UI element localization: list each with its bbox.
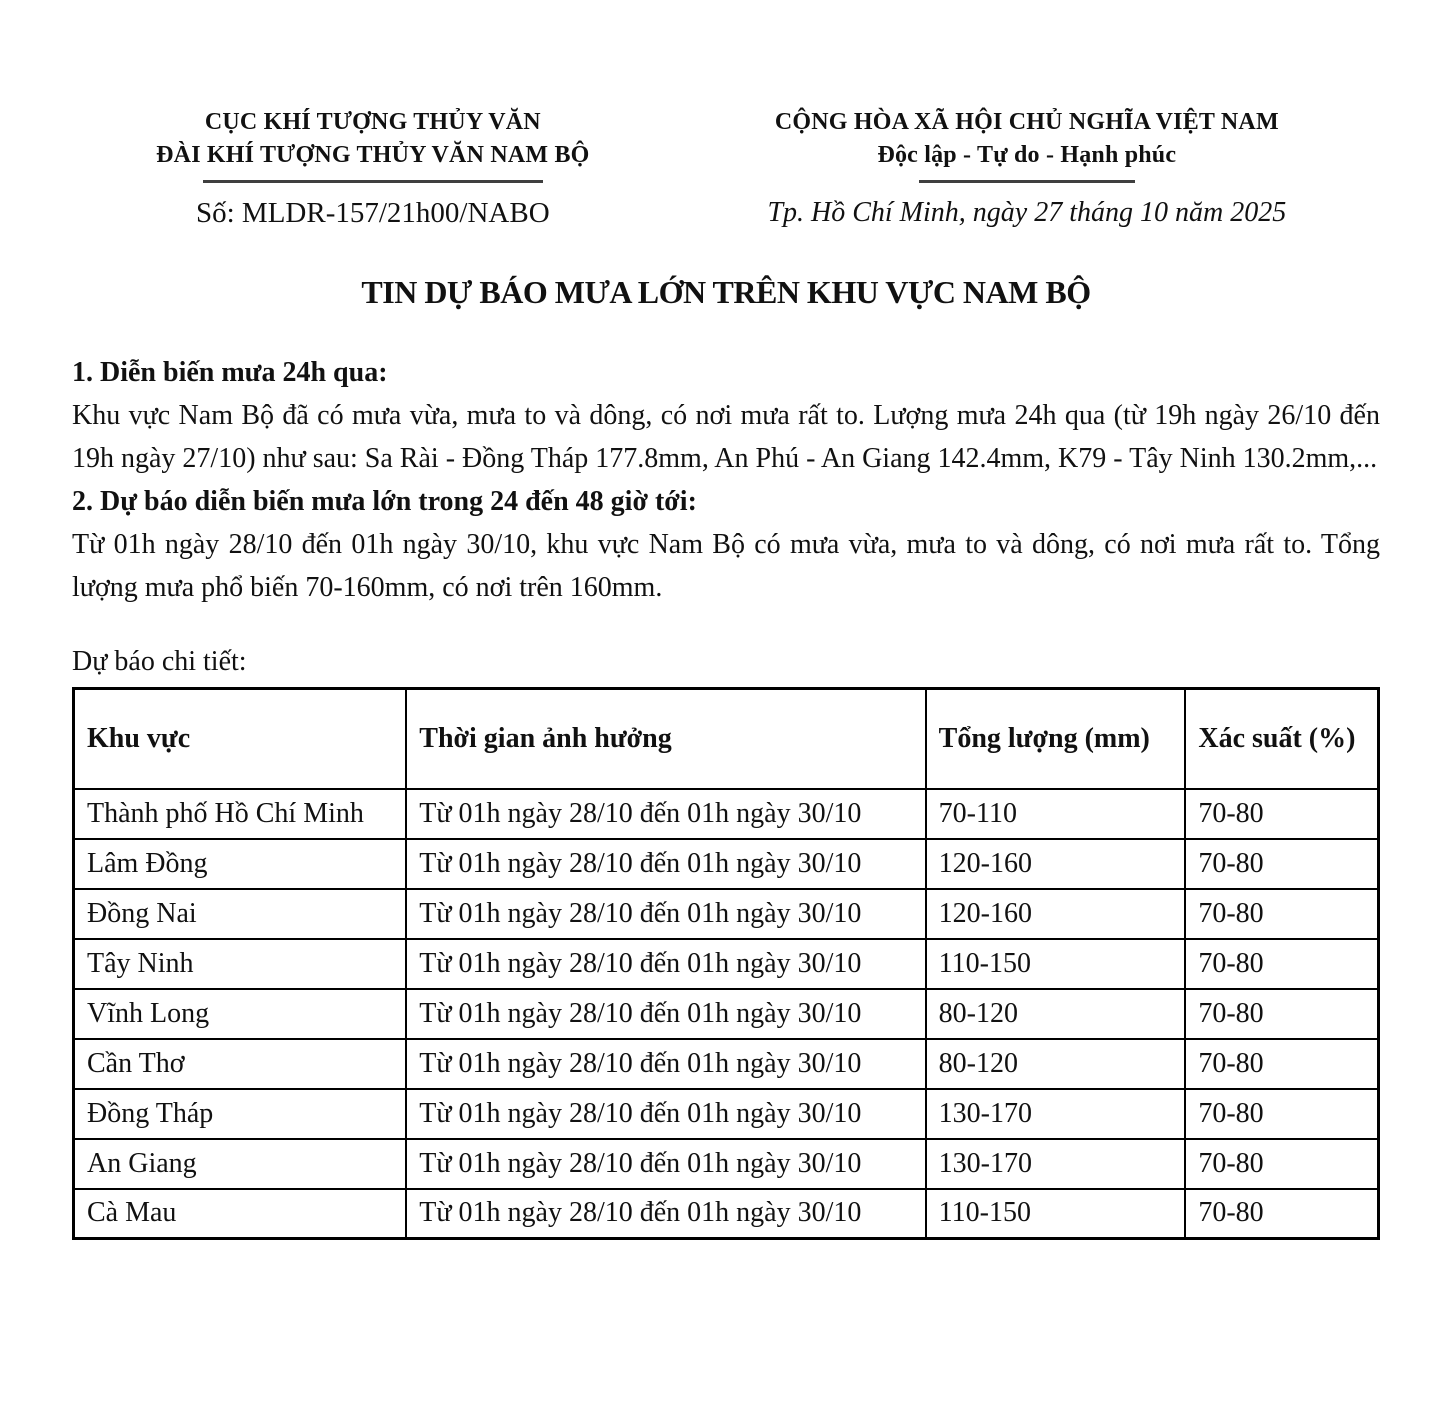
- section-1-paragraph: Khu vực Nam Bộ đã có mưa vừa, mưa to và dông, có nơi mưa rất to. Lượng mưa 24h qua (từ 19h ngày 26/10 đến 19h ngày 27/10) như sau: Sa Rài - Đồng Tháp 177.8mm, An Phú - An Giang 142.4mm, K79 - Tây Ninh 130.2mm,...: [72, 400, 1380, 474]
- time-range-cell: Từ 01h ngày 28/10 đến 01h ngày 30/10: [406, 889, 925, 939]
- time-range-cell: Từ 01h ngày 28/10 đến 01h ngày 30/10: [406, 1189, 925, 1239]
- time-range-cell: Từ 01h ngày 28/10 đến 01h ngày 30/10: [406, 939, 925, 989]
- agency-name: ĐÀI KHÍ TƯỢNG THỦY VĂN NAM BỘ: [156, 142, 590, 168]
- probability-cell: 70-80: [1185, 889, 1378, 939]
- national-title: CỘNG HÒA XÃ HỘI CHỦ NGHĨA VIỆT NAM: [774, 109, 1279, 135]
- time-range-cell: Từ 01h ngày 28/10 đến 01h ngày 30/10: [406, 989, 925, 1039]
- probability-cell: 70-80: [1185, 839, 1378, 889]
- rain-amount-cell: 70-110: [926, 789, 1186, 839]
- table-row: [74, 989, 1379, 1039]
- region-cell: Thành phố Hồ Chí Minh: [74, 789, 407, 839]
- section-rain-past-24h: [72, 351, 1380, 480]
- column-header-amount: Tổng lượng (mm): [926, 689, 1186, 789]
- place-date-line: Tp. Hồ Chí Minh, ngày 27 tháng 10 năm 2025: [767, 197, 1287, 228]
- region-cell: Vĩnh Long: [74, 989, 407, 1039]
- table-row: [74, 889, 1379, 939]
- table-row: [74, 1189, 1379, 1239]
- probability-cell: 70-80: [1185, 1139, 1378, 1189]
- forecast-table-body: [74, 789, 1379, 1239]
- column-header-probability: Xác suất (%): [1185, 689, 1378, 789]
- region-cell: Tây Ninh: [74, 939, 407, 989]
- national-motto: Độc lập - Tự do - Hạnh phúc: [877, 142, 1177, 168]
- issuing-agency-block: [72, 106, 674, 230]
- probability-cell: 70-80: [1185, 1039, 1378, 1089]
- header-row: [74, 689, 1379, 789]
- region-cell: Cà Mau: [74, 1189, 407, 1239]
- agency-parent-name: CỤC KHÍ TƯỢNG THỦY VĂN: [204, 109, 541, 135]
- section-2-heading: 2. Dự báo diễn biến mưa lớn trong 24 đến 48 giờ tới:: [72, 486, 697, 517]
- section-forecast-24-48h: [72, 480, 1380, 609]
- header-rule-left: [203, 180, 543, 183]
- rain-amount-cell: 80-120: [926, 1039, 1186, 1089]
- probability-cell: 70-80: [1185, 1189, 1378, 1239]
- probability-cell: 70-80: [1185, 989, 1378, 1039]
- table-row: [74, 939, 1379, 989]
- probability-cell: 70-80: [1185, 789, 1378, 839]
- time-range-cell: Từ 01h ngày 28/10 đến 01h ngày 30/10: [406, 1139, 925, 1189]
- document-title: TIN DỰ BÁO MƯA LỚN TRÊN KHU VỰC NAM BỘ: [361, 274, 1091, 310]
- section-1-heading: 1. Diễn biến mưa 24h qua:: [72, 357, 388, 388]
- rain-amount-cell: 80-120: [926, 989, 1186, 1039]
- rain-amount-cell: 110-150: [926, 1189, 1186, 1239]
- rain-amount-cell: 130-170: [926, 1089, 1186, 1139]
- probability-cell: 70-80: [1185, 939, 1378, 989]
- forecast-table-header: [74, 689, 1379, 789]
- column-header-time: Thời gian ảnh hưởng: [406, 689, 925, 789]
- table-row: [74, 1089, 1379, 1139]
- region-cell: Cần Thơ: [74, 1039, 407, 1089]
- table-row: [74, 1039, 1379, 1089]
- rain-amount-cell: 120-160: [926, 889, 1186, 939]
- region-cell: Lâm Đồng: [74, 839, 407, 889]
- table-row: [74, 789, 1379, 839]
- header-rule-right: [919, 180, 1135, 183]
- column-header-region: Khu vực: [74, 689, 407, 789]
- time-range-cell: Từ 01h ngày 28/10 đến 01h ngày 30/10: [406, 839, 925, 889]
- table-row: [74, 839, 1379, 889]
- table-caption: Dự báo chi tiết:: [72, 646, 247, 677]
- rain-amount-cell: 130-170: [926, 1139, 1186, 1189]
- table-row: [74, 1139, 1379, 1189]
- time-range-cell: Từ 01h ngày 28/10 đến 01h ngày 30/10: [406, 1039, 925, 1089]
- rain-amount-cell: 110-150: [926, 939, 1186, 989]
- time-range-cell: Từ 01h ngày 28/10 đến 01h ngày 30/10: [406, 1089, 925, 1139]
- region-cell: Đồng Tháp: [74, 1089, 407, 1139]
- forecast-table: [72, 687, 1380, 1240]
- document-body: [72, 351, 1380, 1240]
- section-2-paragraph: Từ 01h ngày 28/10 đến 01h ngày 30/10, khu vực Nam Bộ có mưa vừa, mưa to và dông, có nơi mưa rất to. Tổng lượng mưa phổ biến 70-160mm, có nơi trên 160mm.: [72, 529, 1380, 603]
- probability-cell: 70-80: [1185, 1089, 1378, 1139]
- rain-amount-cell: 120-160: [926, 839, 1186, 889]
- document-header: [72, 106, 1380, 230]
- time-range-cell: Từ 01h ngày 28/10 đến 01h ngày 30/10: [406, 789, 925, 839]
- region-cell: An Giang: [74, 1139, 407, 1189]
- document-number: Số: MLDR-157/21h00/NABO: [196, 197, 550, 229]
- national-motto-block: [674, 106, 1380, 230]
- region-cell: Đồng Nai: [74, 889, 407, 939]
